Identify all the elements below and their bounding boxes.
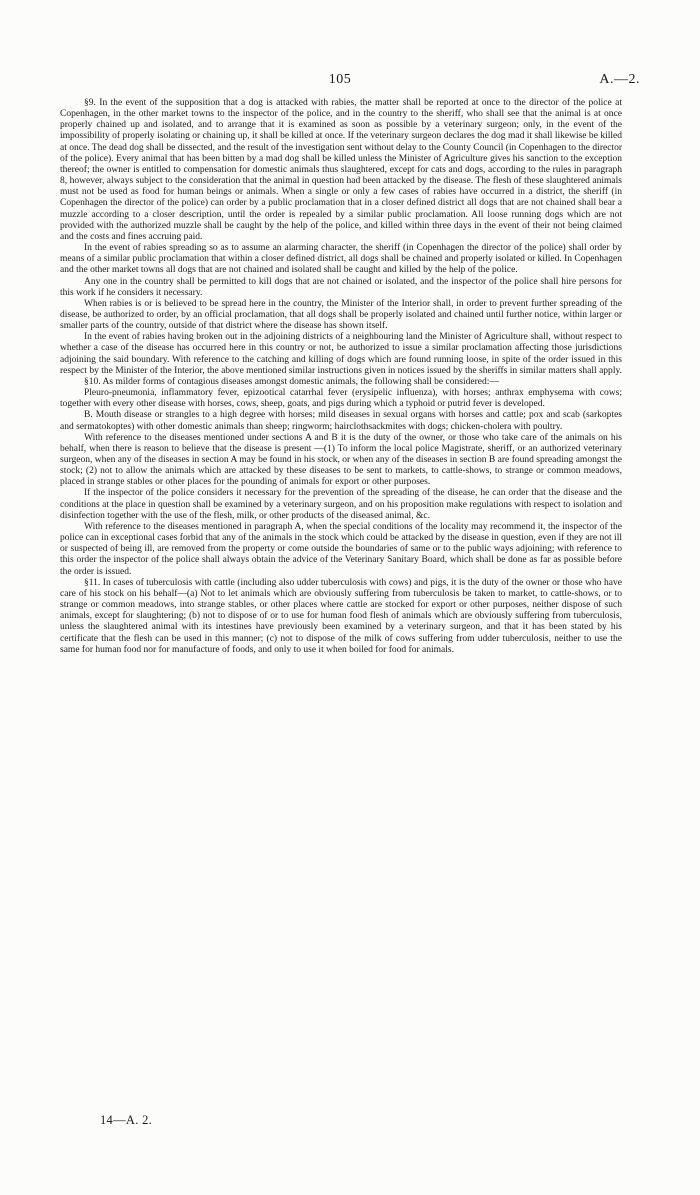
paragraph-list-a: Pleuro-pneumonia, inflammatory fever, epizootical catarrhal fever (erysipelic influenza), with horses; anthrax emphysema with cows; together with every other disease with horses, cows, sheep, goats, and pigs during which a typhoid or putrid fever is developed. — [60, 388, 622, 410]
paragraph-owner-duty: With reference to the diseases mentioned under sections A and B it is the duty of the owner, or those who take care of the animals on his behalf, when there is reason to believe that the disease is present —(1) To inform the local police Magistrate, sheriff, or an authorized veterinary surgeon, when any of the diseases in section A may be found in his stock, or when any of the diseases in section B are found spreading amongst the stock; (2) not to allow the animals which are attacked by these diseases to be sent to markets, to cattle-shows, to strange or common meadows, placed in strange stables or other places for the pounding of animals for export or other purposes. — [60, 432, 622, 488]
paragraph-inspector-examination: If the inspector of the police considers it necessary for the prevention of the spreading of the disease, he can order that the disease and the conditions at the place in question shall be examined by a veterinary surgeon, and on his proposition make regulations with respect to isolation and disinfection together with the use of the flesh, milk, or other products of the diseased animal, &c. — [60, 488, 622, 521]
paragraph-rabies-spreading: In the event of rabies spreading so as to assume an alarming character, the sheriff (in Copenhagen the director of the police) shall order by means of a similar public proclamation that within a closer defined district, all dogs shall be chained and properly isolated or killed. In Copenhagen and the other market towns all dogs that are not chained and isolated shall be caught and killed by the help of the police. — [60, 243, 622, 276]
document-code: A.—2. — [599, 72, 640, 87]
paragraph-rabies-reporting: §9. In the event of the supposition that a dog is attacked with rabies, the matter shall be reported at once to the director of the police at Copenhagen, in the other market towns to the inspector of the police, and in the country to the sheriff, who shall see that the animal is at once properly chained up and isolated, and to arrange that it is examined as soon as possible by a veterinary surgeon; only, in the event of the impossibility of properly isolating or chaining up, it shall be killed at once. If the veterinary surgeon declares the dog mad it shall likewise be killed at once. The dead dog shall be dissected, and the result of the investigation sent without delay to the County Council (in Copenhagen to the director of the police). Every animal that has been bitten by a mad dog shall be killed unless the Minister of Agriculture gives his sanction to the exception thereof; the owner is entitled to compensation for domestic animals thus slaughtered, except for cats and dogs, according to the rules in paragraph 8, however, always subject to the consideration that the animal in question had been attacked by the disease. The flesh of these slaughtered animals must not be used as food for human beings or animals. When a single or only a few cases of rabies have occurred in a district, the sheriff (in Copenhagen the director of the police) can order by a public proclamation that in a closer defined district all dogs that are not chained shall bear a muzzle according to a closer description, until the order is repealed by a similar public proclamation. All loose running dogs which are not provided with the authorized muzzle shall be caught by the help of the police, and killed within three days in the event of their not being claimed and the costs and fines accruing paid. — [60, 98, 622, 242]
paragraph-section-11: §11. In cases of tuberculosis with cattle (including also udder tuberculosis with cows) and pigs, it is the duty of the owner or those who have care of his stock on his behalf—(a) Not to let animals which are obviously suffering from tuberculosis be taken to market, to cattle-shows, or to strange or common meadows, into strange stables, or other places where cattle are stocked for export or other purposes, neither dispose of such animals, except for slaughtering; (b) not to dispose of or to use for human food flesh of animals which are obviously suffering from tuberculosis, unless the slaughtered animal with its intestines have previously been examined by a veterinary surgeon, and that it has been stated by his certificate that the flesh can be used in this manner; (c) not to dispose of the milk of cows suffering from udder tuberculosis, neither to use the same for human food nor for manufacture of foods, and only to use it when boiled for food for animals. — [60, 577, 622, 655]
paragraph-kill-dogs: Any one in the country shall be permitted to kill dogs that are not chained or isolated, and the inspector of the police shall hire persons for this work if he considers it necessary. — [60, 276, 622, 298]
page-number: 105 — [328, 72, 352, 87]
paragraph-interior-minister: When rabies is or is believed to be spread here in the country, the Minister of the Interior shall, in order to prevent further spreading of the disease, be authorized to order, by an official proclamation, that all dogs shall be properly isolated and chained until further notice, within larger or smaller parts of the country, outside of that district where the disease has shown itself. — [60, 298, 622, 332]
paragraph-list-b: B. Mouth disease or strangles to a high degree with horses; mild diseases in sexual organs with horses and cattle; pox and scab (sarkoptes and sermatokoptes) with other domestic animals than sheep; ringworm; hairclothsackmites with dogs; chicken-cholera with poultry. — [60, 410, 622, 432]
paragraph-section-10: §10. As milder forms of contagious diseases amongst domestic animals, the following shall be considered:— — [84, 376, 499, 387]
body-text — [60, 98, 622, 656]
paragraph-exceptional-cases: With reference to the diseases mentioned in paragraph A, when the special conditions of the locality may recommend it, the inspector of the police can in exceptional cases forbid that any of the animals in the stock which could be attacked by the disease in question, even if they are not ill or suspected of being ill, are removed from the property or come outside the boundaries of same or to the public ways adjoining; with reference to this order the inspector of the police shall always obtain the advice of the Veterinary Sanitary Board, which shall be done as far as possible before the order is issued. — [60, 521, 622, 577]
paragraph-neighbouring-land: In the event of rabies having broken out in the adjoining districts of a neighbouring land the Minister of Agriculture shall, without respect to whether a case of the disease has occurred here in this country or not, be authorized to issue a similar proclamation affecting those jurisdictions adjoining the said boundary. With reference to the catching and killing of dogs which are found running loose, in spite of the order issued in this respect by the Minister of the Interior, the above mentioned similar instructions given in notices issued by the sheriffs in similar matters shall apply. — [60, 332, 622, 376]
printer-signature: 14—A. 2. — [100, 1113, 153, 1127]
